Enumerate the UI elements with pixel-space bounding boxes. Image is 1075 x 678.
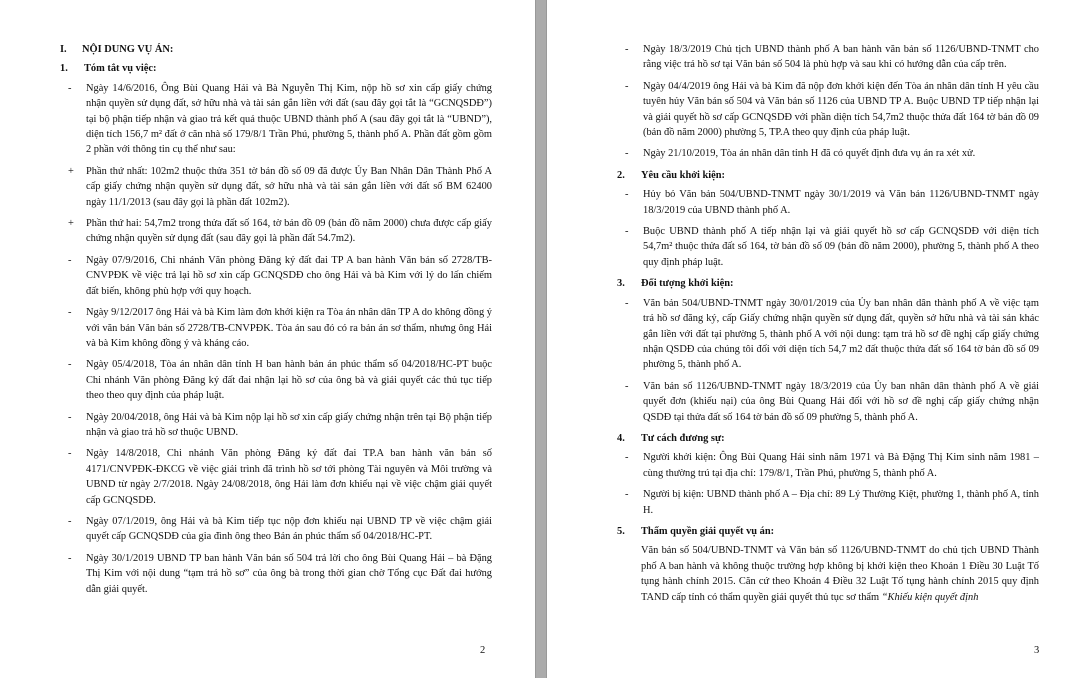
list-bullet: - — [68, 254, 72, 266]
subsection-number: 1. — [60, 63, 68, 75]
list-item-text: Người bị kiện: UBND thành phố A – Địa chỉ: 89 Lý Thường Kiệt, phường 1, thành phố A, tỉnh H. — [643, 489, 1039, 516]
document-page-2 — [0, 0, 536, 678]
list-item-text: Ngày 30/1/2019 UBND TP ban hành Văn bản số 504 trả lời cho ông Bùi Quang Hải – bà Đặng Thị Kim với nội dung “tạm trả hồ sơ” của ông bà trong thời gian chờ Tổng cục Đất đai hướng dẫn giải quyết. — [86, 552, 492, 595]
list-bullet: - — [625, 489, 629, 501]
jurisdiction-paragraph — [641, 543, 1039, 605]
case-summary-list — [60, 81, 492, 597]
list-item — [60, 164, 492, 210]
list-bullet: - — [625, 80, 629, 92]
list-item — [60, 446, 492, 508]
list-item-text: Phần thứ nhất: 102m2 thuộc thửa 351 tờ bản đồ số 09 đã được Ủy Ban Nhân Dân Thành Phố A cấp giấy chứng nhận quyền sử dụng đất, sở hữu nhà và tài sản gắn liền với đất số BM 62400 ngày 11/1/2013 (sau đây gọi là phần đất 102m2). — [86, 165, 492, 208]
list-bullet: - — [68, 411, 72, 423]
list-item — [60, 216, 492, 247]
page-number: 3 — [1034, 645, 1040, 656]
list-item-text: Hủy bỏ Văn bản 504/UBND-TNMT ngày 30/1/2019 và Văn bản 1126/UBND-TNMT ngày 18/3/2019 của UBND thành phố A. — [643, 189, 1039, 216]
document-page-3 — [546, 0, 1075, 678]
section-heading — [60, 42, 492, 57]
list-item — [617, 42, 1039, 73]
list-bullet: - — [625, 148, 629, 160]
subsection-number: 5. — [617, 525, 625, 537]
jurisdiction-text: Văn bản số 504/UBND-TNMT và Văn bản số 1126/UBND-TNMT do chủ tịch UBND Thành phố A ban hành và không thuộc trường hợp không bị khởi kiện theo Khoản 1 Điều 30 Luật Tố tụng hành chính 2015. Căn cứ theo Khoản 4 Điều 32 Luật Tố tụng hành chính 2015 quy định TAND cấp tỉnh có thẩm quyền giải quyết thủ tục sơ thẩm — [641, 545, 1039, 603]
list-item-text: Ngày 04/4/2019 ông Hải và bà Kim đã nộp đơn khởi kiện đến Tòa án nhân dân tỉnh H yêu cầu tuyên hủy Văn bản số 504 và Văn bản số 1126 của UBND TP A. Buộc UBND TP tiếp nhận lại và giải quyết hồ sơ cấp GCNQSDĐ với phần diện tích 54,7m2 thuộc thửa đất 164 tờ bản đồ 09 (bản đồ năm 2000) phường 5, TP.A theo quy định của pháp luật. — [643, 80, 1039, 139]
subsection-number: 2. — [617, 169, 625, 181]
subsection-heading — [617, 168, 1039, 183]
list-item — [617, 296, 1039, 373]
list-bullet: - — [68, 82, 72, 94]
list-item — [617, 487, 1039, 518]
jurisdiction-quote: “Khiếu kiện quyết định — [881, 591, 979, 603]
list-item — [617, 450, 1039, 481]
list-item-text: Ngày 18/3/2019 Chủ tịch UBND thành phố A ban hành văn bản số 1126/UBND-TNMT cho rằng việc trả hồ sơ tại Văn bản số 504 là phù hợp và sau khi có hướng dẫn của cấp trên. — [643, 44, 1039, 71]
list-item — [60, 305, 492, 351]
list-item-text: Phần thứ hai: 54,7m2 trong thửa đất số 164, tờ bản đồ 09 (bản đồ năm 2000) chưa được cấp giấy chứng nhận quyền sử dụng đất (sau đây gọi là phần đất 54.7m2). — [86, 218, 492, 245]
list-item-text: Văn bản 504/UBND-TNMT ngày 30/01/2019 của Ủy ban nhân dân thành phố A về việc tạm trả hồ sơ đăng ký, cấp Giấy chứng nhận quyền sử dụng đất, quyền sở hữu nhà và tài sản khác gắn liền với đất tại phường 5, thành phố A với nội dung: tạm trả hồ sơ đề nghị cấp giấy chứng nhận QSDĐ của chúng tôi đối với diện tích 54,7 m2 đất thuộc thửa đất số 164 tờ bản đồ số 09 phường 5, thành phố A. — [643, 297, 1039, 371]
subsection-heading — [617, 431, 1039, 446]
list-item-text: Ngày 9/12/2017 ông Hải và bà Kim làm đơn khởi kiện ra Tòa án nhân dân TP A do không đồng ý với văn bản Văn bản số 2728/TB-CNVPĐK. Tòa án sau đó có ra bản án sơ thẩm, nhưng ông Hải và bà Kim không đồng ý và kháng cáo. — [86, 307, 492, 349]
section-number: I. — [60, 44, 67, 55]
list-item — [60, 410, 492, 441]
list-item — [60, 357, 492, 403]
list-item-text: Ngày 07/9/2016, Chi nhánh Văn phòng Đăng ký đất đai TP A ban hành Văn bản số 2728/TB-CNVPĐK về việc trả lại hồ sơ xin cấp GCNQSDĐ cho ông Hải và bà Kim với lý do lấn chiếm đất biến, không phù hợp với quy hoạch. — [86, 254, 492, 297]
subsection-title: Yêu cầu khởi kiện: — [641, 169, 725, 181]
subsection-heading — [60, 61, 492, 76]
list-item-text: Ngày 20/04/2018, ông Hải và bà Kim nộp lại hồ sơ xin cấp giấy chứng nhận trên tại Bộ phận tiếp nhận và giao trả hồ sơ thuộc UBND. — [86, 411, 492, 438]
list-item — [60, 253, 492, 299]
case-summary-continued-list — [617, 42, 1039, 162]
page-2-content — [60, 42, 492, 603]
list-item-text: Buộc UBND thành phố A tiếp nhận lại và giải quyết hồ sơ cấp GCNQSDĐ với diện tích 54,7m² thuộc thửa đất số 164, tờ bản đồ số 09 (bản đồ năm 2000), phường 5, thành phố A theo quy định pháp luật. — [643, 226, 1039, 268]
list-bullet: + — [68, 218, 74, 230]
list-item — [617, 379, 1039, 425]
subsection-heading — [617, 524, 1039, 539]
list-item — [617, 224, 1039, 270]
list-item — [60, 81, 492, 158]
sections-container — [617, 168, 1039, 518]
list-item — [60, 514, 492, 545]
page-number: 2 — [480, 645, 486, 656]
list-item-text: Ngày 05/4/2018, Tòa án nhân dân tỉnh H ban hành bản án phúc thẩm số 04/2018/HC-PT buộc Chi nhánh Văn phòng Đăng ký đất đai nhận lại hồ sơ của ông bà và giải quyết các thủ tục tiếp theo theo quy định của pháp luật. — [86, 359, 492, 402]
list-item — [617, 146, 1039, 161]
list-bullet: - — [625, 380, 629, 392]
list-item-text: Ngày 14/8/2018, Chi nhánh Văn phòng Đăng ký đất đai TP.A ban hành văn bản số 4171/CNVPĐK-ĐKCG về việc giải trình đã trình hồ sơ tới phòng Tài nguyên và Môi trường và UBND từ ngày 2/7/2018. Ngày 24/08/2018, ông Hải làm đơn khiếu nại về việc chậm giải quyết cấp GCNQSDĐ. — [86, 448, 492, 506]
list-bullet: - — [625, 189, 629, 201]
page-3-content — [617, 42, 1039, 605]
section-title: NỘI DUNG VỤ ÁN: — [82, 44, 174, 55]
subsection-title: Đối tượng khởi kiện: — [641, 278, 734, 290]
list-item-text: Văn bản số 1126/UBND-TNMT ngày 18/3/2019 của Ủy ban nhân dân thành phố A về giải quyết đơn (khiếu nại) của ông Bùi Quang Hải đối với hồ sơ đề nghị cấp giấy chứng nhận QSDĐ tại thửa đất số 164 tờ bản đồ số 09 phường 5, thành phố A. — [643, 380, 1039, 423]
subsection-title: Tư cách đương sự: — [641, 432, 725, 444]
list-item-text: Ngày 21/10/2019, Tòa án nhân dân tỉnh H đã có quyết định đưa vụ án ra xét xử. — [643, 148, 976, 160]
subsection-number: 3. — [617, 278, 625, 290]
list-bullet: - — [625, 297, 629, 309]
subsection-title: Thẩm quyền giải quyết vụ án: — [641, 525, 775, 537]
list-item-text: Ngày 14/6/2016, Ông Bùi Quang Hải và Bà Nguyễn Thị Kim, nộp hồ sơ xin cấp giấy chứng nhận quyền sử dụng đất, sở hữu nhà và tài sản gắn liền với đất (sau đây gọi tắt là “GCNQSDĐ”) tại bộ phận tiếp nhận và giao trả kết quả thuộc UBND thành phố A (sau đây gọi tắt là “UBND”), diện tích 156,7 m² đất ở căn nhà số 179/8/1 Trần Phú, phường 5, thành phố A. Phần đất gồm gồm 2 phần với thông tin cụ thể như sau: — [86, 82, 492, 156]
list-bullet: - — [68, 359, 72, 371]
list-bullet: - — [625, 226, 629, 238]
list-item — [617, 187, 1039, 218]
list-item — [60, 551, 492, 597]
list-bullet: + — [68, 165, 74, 177]
list-item-text: Ngày 07/1/2019, ông Hải và bà Kim tiếp tục nộp đơn khiếu nại UBND TP về việc chậm giải quyết cấp GCNQSDĐ của gia đình ông theo Bản án phúc thẩm số 04/2018/HC-PT. — [86, 515, 492, 543]
list-bullet: - — [68, 515, 72, 527]
subsection-title: Tóm tắt vụ việc: — [84, 63, 157, 75]
list-bullet: - — [68, 448, 72, 460]
list-bullet: - — [625, 452, 629, 464]
list-bullet: - — [625, 44, 629, 55]
subsection-number: 4. — [617, 432, 625, 444]
list-item — [617, 79, 1039, 141]
list-bullet: - — [68, 307, 72, 319]
list-bullet: - — [68, 552, 72, 564]
list-item-text: Người khởi kiện: Ông Bùi Quang Hải sinh năm 1971 và Bà Đặng Thị Kim sinh năm 1981 – cùng thường trú tại địa chỉ: 179/8/1, Trần Phú, phường 5, thành phố A. — [643, 452, 1039, 479]
subsection-heading — [617, 276, 1039, 291]
